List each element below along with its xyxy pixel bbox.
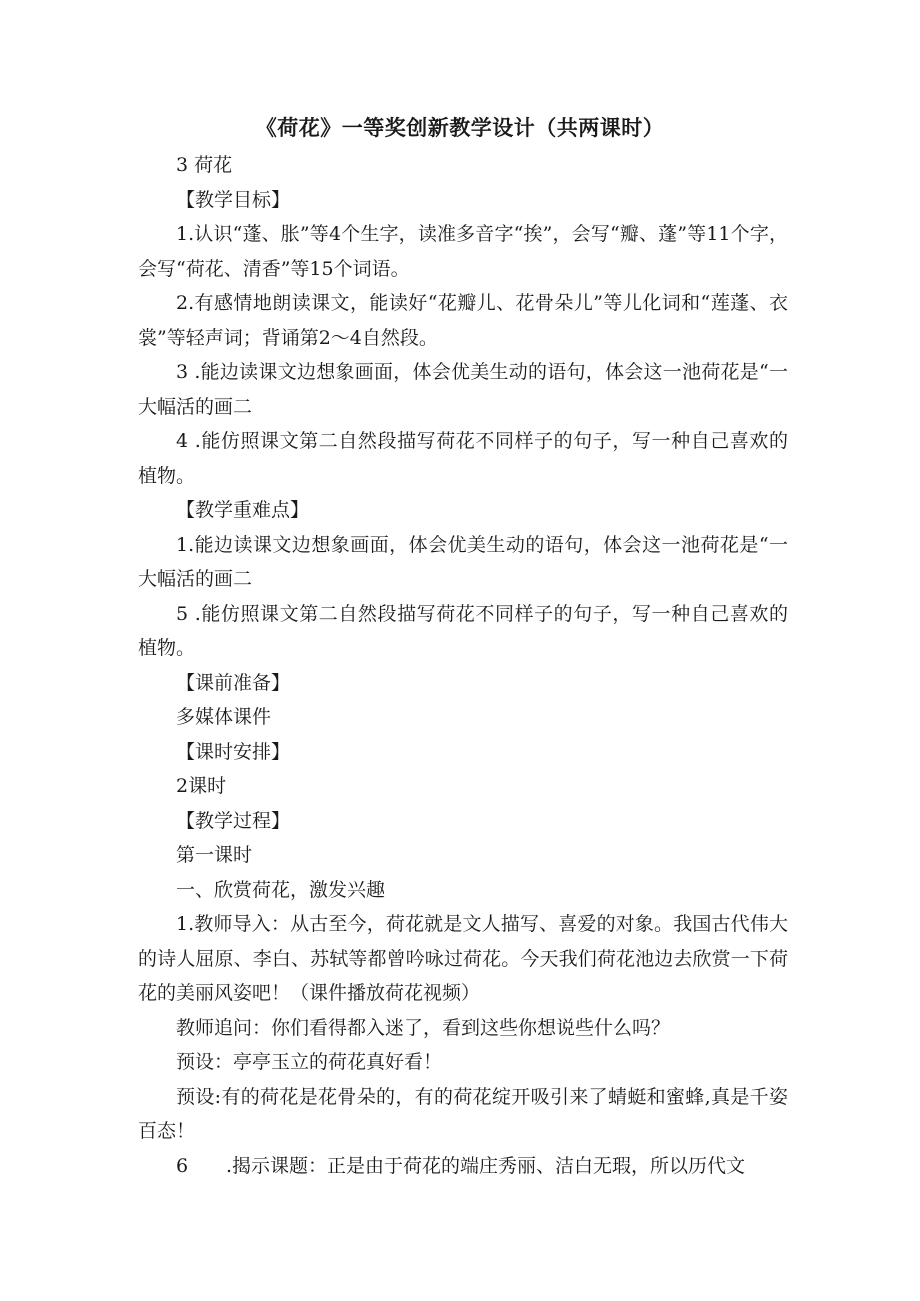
section-heading-preparation: 【课前准备】 [176, 671, 291, 694]
preparation-text: 多媒体课件 [176, 706, 272, 728]
document-title: 《荷花》一等奖创新教学设计（共两课时） [255, 116, 665, 140]
teacher-intro: 1.教师导入：从古至今，荷花就是文人描写、喜爱的对象。我国古代伟大的诗人屈原、李白、苏轼等都曾吟咏过荷花。今天我们荷花池边去欣赏一下荷花的美丽风姿吧！（课件播放荷花视频） [138, 913, 788, 1004]
section-heading-process: 【教学过程】 [176, 809, 291, 832]
expected-answer-2: 预设:有的荷花是花骨朵的，有的荷花绽开吸引来了蜻蜓和蜜蜂,真是千姿百态！ [138, 1085, 788, 1142]
section-heading-key-points: 【教学重难点】 [176, 499, 310, 521]
objective-2: 2.有感情地朗读课文，能读好“花瓣儿、花骨朵儿”等儿化词和“莲蓬、衣裳”等轻声词；背诵第2～4自然段。 [138, 292, 788, 349]
document-body [138, 148, 788, 1183]
reveal-topic-text: .揭示课题：正是由于荷花的端庄秀丽、洁白无瑕，所以历代文 [226, 1154, 746, 1177]
expected-answer-1: 预设：亭亭玉立的荷花真好看！ [176, 1051, 443, 1073]
reveal-topic-number: 6 [176, 1154, 189, 1177]
objective-1: 1.认识“蓬、胀”等4个生字，读准多音字“挨”，会写“瓣、蓬”等11个字，会写“荷花、清香”等15个词语。 [138, 223, 788, 280]
first-lesson-heading: 第一课时 [176, 844, 253, 866]
objective-3: 3 .能边读课文边想象画面，体会优美生动的语句，体会这一池荷花是“一大幅活的画二 [138, 361, 788, 418]
key-point-2: 5 .能仿照课文第二自然段描写荷花不同样子的句子，写一种自己喜欢的植物。 [138, 602, 788, 659]
key-point-1: 1.能边读课文边想象画面，体会优美生动的语句，体会这一池荷花是“一大幅活的画二 [138, 533, 788, 590]
lesson-heading: 3 荷花 [176, 154, 233, 176]
reveal-topic [138, 1149, 788, 1184]
schedule-text: 2课时 [176, 775, 227, 797]
step-1-heading: 一、欣赏荷花，激发兴趣 [176, 878, 386, 901]
section-heading-objectives: 【教学目标】 [176, 188, 291, 211]
objective-4: 4 .能仿照课文第二自然段描写荷花不同样子的句子，写一种自己喜欢的植物。 [138, 430, 788, 487]
teacher-question: 教师追问：你们看得都入迷了，看到这些你想说些什么吗？ [176, 1016, 671, 1039]
section-heading-schedule: 【课时安排】 [176, 740, 291, 763]
